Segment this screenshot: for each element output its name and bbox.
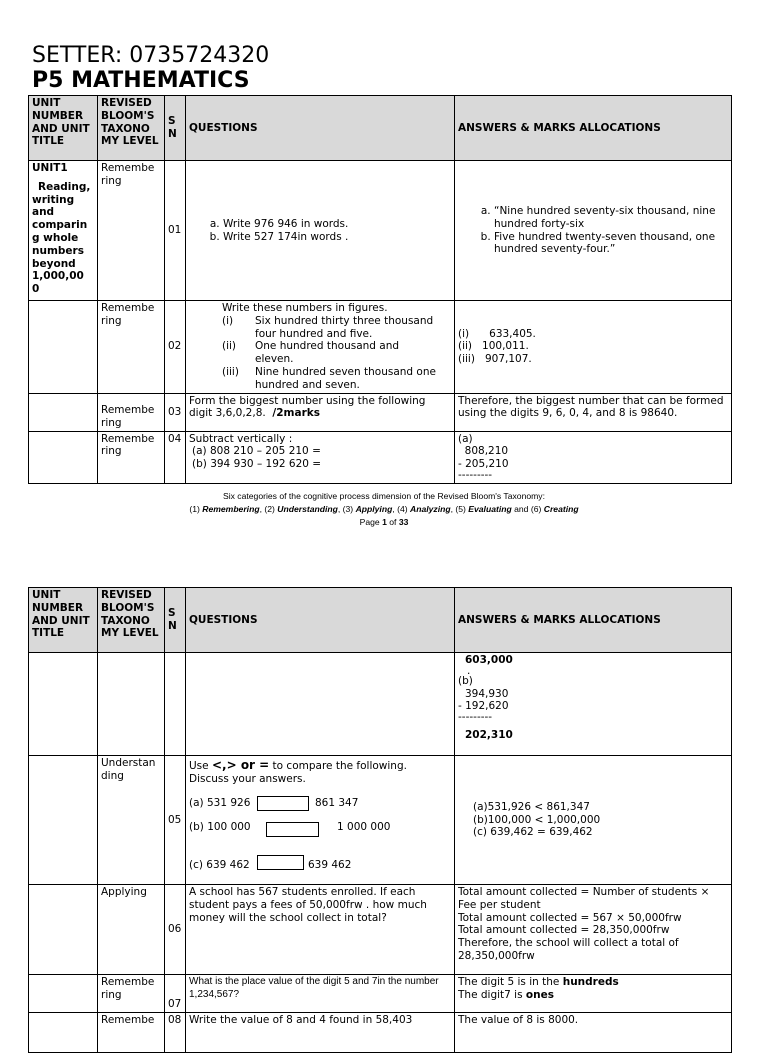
table-row xyxy=(29,653,732,756)
question-cell xyxy=(186,756,455,885)
table-row xyxy=(29,885,732,975)
answer-cell xyxy=(455,756,732,885)
footer-text: , (5) xyxy=(450,504,469,514)
table-row xyxy=(29,1013,732,1053)
footer-category: Remembering xyxy=(202,504,260,514)
item-text: Nine hundred seven thousand one hundred and seven. xyxy=(255,365,436,391)
bloom-level: Remembe ring xyxy=(98,301,165,394)
answer-item: b. Five hundred twenty-seven thousand, one hundred seventy-four.” xyxy=(494,231,728,257)
setter-phone: SETTER: 0735724320 xyxy=(32,43,270,68)
header-unit: UNIT NUMBER AND UNIT TITLE xyxy=(29,588,98,653)
answer-line: (ii) 100,011. xyxy=(458,340,529,353)
unit-cell xyxy=(29,885,98,975)
item-number: (iii) xyxy=(222,365,239,378)
compare-left: (a) 531 926 xyxy=(189,796,251,809)
unit-cell xyxy=(29,756,98,885)
answer-text: The digit7 is xyxy=(458,988,526,1001)
unit-cell xyxy=(29,431,98,483)
compare-item xyxy=(189,821,451,839)
question-cell: A school has 567 students enrolled. If each student pays a fees of 50,000frw . how much money will the school collect in total? xyxy=(186,885,455,975)
answer-line: . xyxy=(467,664,471,677)
compare-right: 639 462 xyxy=(308,858,352,871)
unit-cell xyxy=(29,393,98,431)
compare-item xyxy=(189,797,451,815)
header-bloom-level: REVISED BLOOM'S TAXONO MY LEVEL xyxy=(98,96,165,161)
unit-title: Reading, writing and comparin g whole numbers beyond 1,000,00 0 xyxy=(32,180,91,296)
question-cell xyxy=(186,161,455,301)
sn-cell: 04 xyxy=(165,431,186,483)
answer-highlight: hundreds xyxy=(562,976,619,988)
unit-cell xyxy=(29,301,98,394)
answer-line: 394,930 xyxy=(465,687,509,700)
footer-category: Applying xyxy=(355,504,393,514)
header-bloom-level: REVISED BLOOM'S TAXONO MY LEVEL xyxy=(98,588,165,653)
sn-cell: 05 xyxy=(165,756,186,885)
question-cell xyxy=(186,393,455,431)
answer-highlight: ones xyxy=(525,988,554,1001)
answer-line: (b)100,000 < 1,000,000 xyxy=(473,813,601,826)
question-item: b. Write 527 174in words . xyxy=(223,231,451,244)
table-row xyxy=(29,161,732,301)
answer-line: 808,210 xyxy=(458,445,509,458)
sn-cell: 08 xyxy=(165,1013,186,1053)
footer-category: Evaluating xyxy=(468,504,512,514)
footer-categories xyxy=(0,503,768,516)
answer-cell xyxy=(455,653,732,756)
question-text: Form the biggest number using the following digit 3,6,0,2,8. xyxy=(189,394,426,420)
answer-line: Total amount collected = 567 × 50,000frw xyxy=(458,911,682,924)
answer-text: The digit 5 is in the xyxy=(458,976,563,988)
sn-cell: 01 xyxy=(165,161,186,301)
sn-cell: 07 xyxy=(165,975,186,1013)
header-questions: QUESTIONS xyxy=(186,96,455,161)
bloom-level: Understan ding xyxy=(98,756,165,885)
bloom-level: Remembe ring xyxy=(98,161,165,301)
bloom-level: Remembe ring xyxy=(98,431,165,483)
answer-cell: The value of 8 is 8000. xyxy=(455,1013,732,1053)
unit-cell xyxy=(29,161,98,301)
table-row xyxy=(29,975,732,1013)
question-cell xyxy=(186,431,455,483)
answer-box[interactable] xyxy=(257,855,304,870)
question-item xyxy=(222,315,451,341)
item-number: (i) xyxy=(222,314,234,327)
question-instruction xyxy=(189,759,451,773)
question-cell xyxy=(186,301,455,394)
sn-cell: 02 xyxy=(165,301,186,394)
question-cell xyxy=(186,653,455,756)
bloom-level xyxy=(98,653,165,756)
question-item: (b) 394 930 – 192 620 = xyxy=(192,458,322,471)
table-header-row xyxy=(29,96,732,161)
answer-cell xyxy=(455,161,732,301)
answer-line: Total amount collected = 28,350,000frw xyxy=(458,924,670,937)
question-text: Discuss your answers. xyxy=(189,772,306,785)
question-item: a. Write 976 946 in words. xyxy=(223,218,451,231)
footer-category: Analyzing xyxy=(410,504,451,514)
answer-line: --------- xyxy=(458,468,493,481)
answer-line: Total amount collected = Number of students × Fee per student xyxy=(458,886,710,911)
footer-text: of xyxy=(386,517,399,527)
answer-result: 202,310 xyxy=(465,729,513,742)
answer-cell: Therefore, the biggest number that can be formed using the digits 9, 6, 0, 4, and 8 is 98640. xyxy=(455,393,732,431)
bloom-level: Applying xyxy=(98,885,165,975)
answer-line: - 192,620 xyxy=(458,700,509,713)
header-answers: ANSWERS & MARKS ALLOCATIONS xyxy=(455,588,732,653)
answer-cell xyxy=(455,431,732,483)
table-row xyxy=(29,301,732,394)
page-number xyxy=(0,516,768,529)
answer-line: (a) xyxy=(458,432,473,445)
item-text: One hundred thousand and eleven. xyxy=(255,340,400,366)
answer-cell xyxy=(455,975,732,1013)
exam-table-page-2 xyxy=(28,587,732,1053)
answer-line xyxy=(458,989,728,1002)
footer-category: Understanding xyxy=(277,504,338,514)
answer-result: 603,000 xyxy=(465,654,513,666)
header-sn: S N xyxy=(165,96,186,161)
footer-text: , (2) xyxy=(259,504,278,514)
subject-title: P5 MATHEMATICS xyxy=(32,68,250,93)
question-cell: What is the place value of the digit 5 and 7in the number 1,234,567? xyxy=(186,975,455,1013)
table-row xyxy=(29,431,732,483)
answer-line: --------- xyxy=(458,711,493,724)
exam-table-page-1 xyxy=(28,95,732,484)
answer-cell xyxy=(455,301,732,394)
footer-text: and (6) xyxy=(511,504,544,514)
unit-cell xyxy=(29,975,98,1013)
compare-left: (c) 639 462 xyxy=(189,858,250,871)
unit-cell xyxy=(29,1013,98,1053)
footer-text: (1) xyxy=(189,504,203,514)
sn-cell xyxy=(165,653,186,756)
answer-line: (a)531,926 < 861,347 xyxy=(473,800,590,813)
question-cell: Write the value of 8 and 4 found in 58,403 xyxy=(186,1013,455,1053)
total-pages: 33 xyxy=(398,517,409,527)
answer-cell xyxy=(455,885,732,975)
unit-label: UNIT1 xyxy=(32,162,68,174)
compare-item xyxy=(189,859,451,877)
header-sn: S N xyxy=(165,588,186,653)
unit-cell xyxy=(29,653,98,756)
table-row xyxy=(29,756,732,885)
header-answers: ANSWERS & MARKS ALLOCATIONS xyxy=(455,96,732,161)
item-number: (ii) xyxy=(222,340,237,353)
bloom-level: Remembe ring xyxy=(98,975,165,1013)
answer-line: - 205,210 xyxy=(458,458,509,471)
question-text: to compare the following. xyxy=(269,760,407,772)
answer-line: (c) 639,462 = 639,462 xyxy=(473,826,593,839)
question-intro: Write these numbers in figures. xyxy=(222,302,388,314)
footer-category: Creating xyxy=(543,504,579,514)
question-intro: Subtract vertically : xyxy=(189,432,293,445)
bloom-level: Remembe xyxy=(98,1013,165,1053)
answer-box[interactable] xyxy=(257,796,309,811)
answer-line: (i) 633,405. xyxy=(458,327,536,340)
table-header-row xyxy=(29,588,732,653)
current-page: 1 xyxy=(382,517,387,527)
answer-line xyxy=(458,976,728,989)
comparison-symbols: <,> or = xyxy=(211,758,270,772)
page-footer xyxy=(0,490,768,529)
compare-right: 861 347 xyxy=(315,796,359,809)
footer-text: , (3) xyxy=(337,504,356,514)
answer-line: Therefore, the school will collect a total of 28,350,000frw xyxy=(458,937,679,962)
header-unit: UNIT NUMBER AND UNIT TITLE xyxy=(29,96,98,161)
answer-line: (iii) 907,107. xyxy=(458,353,532,366)
question-text: Use xyxy=(189,760,212,772)
question-item xyxy=(222,366,451,392)
compare-right: 1 000 000 xyxy=(337,820,391,833)
item-text: Six hundred thirty three thousand four hundred and five. xyxy=(255,314,434,340)
answer-box[interactable] xyxy=(266,822,319,837)
footer-text: Page xyxy=(359,517,383,527)
question-item xyxy=(222,340,451,366)
bloom-level: Remembe ring xyxy=(98,393,165,431)
answer-line: (b) xyxy=(458,674,473,687)
sn-cell: 06 xyxy=(165,885,186,975)
compare-left: (b) 100 000 xyxy=(189,820,251,833)
table-row xyxy=(29,393,732,431)
marks-label: /2marks xyxy=(272,407,320,420)
answer-item: a. “Nine hundred seventy-six thousand, nine hundred forty-six xyxy=(494,205,728,231)
header-questions: QUESTIONS xyxy=(186,588,455,653)
question-item: (a) 808 210 – 205 210 = xyxy=(192,445,321,458)
sn-cell: 03 xyxy=(165,393,186,431)
footer-taxonomy-note: Six categories of the cognitive process dimension of the Revised Bloom's Taxonomy: xyxy=(222,491,545,501)
footer-text: , (4) xyxy=(392,504,410,514)
